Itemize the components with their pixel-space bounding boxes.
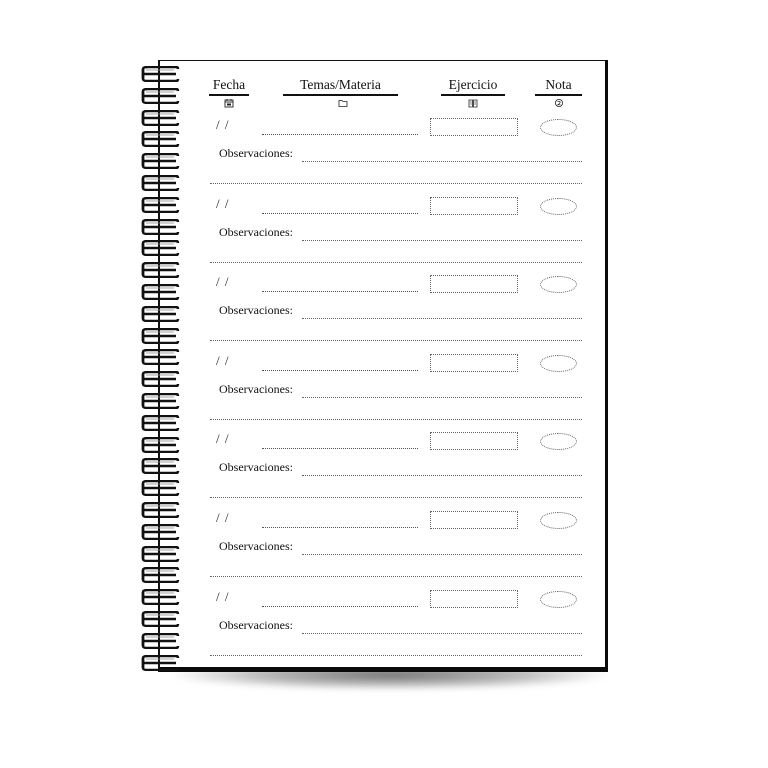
calendar-icon [224, 98, 234, 108]
observaciones-label: Observaciones: [219, 225, 293, 239]
observaciones-field[interactable] [302, 475, 582, 476]
header-temas [283, 77, 398, 93]
observaciones-field[interactable] [302, 633, 582, 634]
date-field[interactable]: / / [216, 589, 230, 604]
entry-separator [210, 183, 582, 184]
observaciones-field[interactable] [302, 318, 582, 319]
ejercicio-box[interactable] [430, 590, 518, 608]
entry-row [0, 117, 768, 195]
date-field[interactable]: / / [216, 431, 230, 446]
ejercicio-box[interactable] [430, 118, 518, 136]
date-field[interactable]: / / [216, 274, 230, 289]
spiral-ring-icon [140, 66, 180, 82]
header-ejercicio-label: Ejercicio [448, 77, 498, 92]
tema-field[interactable] [262, 606, 418, 607]
nota-oval[interactable] [540, 512, 577, 529]
date-field[interactable]: / / [216, 353, 230, 368]
observaciones-field[interactable] [302, 240, 582, 241]
nota-oval[interactable] [540, 433, 577, 450]
ejercicio-box[interactable] [430, 432, 518, 450]
book-icon [468, 98, 478, 108]
observaciones-label: Observaciones: [219, 146, 293, 160]
entry-row [0, 589, 768, 667]
tema-field[interactable] [262, 370, 418, 371]
tema-field[interactable] [262, 527, 418, 528]
folder-icon [338, 98, 348, 108]
observaciones-field[interactable] [302, 397, 582, 398]
entry-row [0, 431, 768, 509]
ejercicio-box[interactable] [430, 511, 518, 529]
observaciones-label: Observaciones: [219, 539, 293, 553]
tema-field[interactable] [262, 291, 418, 292]
observaciones-label: Observaciones: [219, 618, 293, 632]
nota-oval[interactable] [540, 591, 577, 608]
entry-row [0, 510, 768, 588]
entry-separator [210, 262, 582, 263]
entry-separator [210, 497, 582, 498]
observaciones-field[interactable] [302, 161, 582, 162]
tema-field[interactable] [262, 134, 418, 135]
entry-row [0, 196, 768, 274]
ejercicio-box[interactable] [430, 197, 518, 215]
observaciones-label: Observaciones: [219, 460, 293, 474]
nota-oval[interactable] [540, 198, 577, 215]
header-nota [535, 77, 582, 93]
header-nota-label: Nota [545, 77, 572, 92]
header-fecha-label: Fecha [212, 77, 246, 92]
entry-separator [210, 655, 582, 656]
date-field[interactable]: / / [216, 510, 230, 525]
nota-oval[interactable] [540, 119, 577, 136]
observaciones-label: Observaciones: [219, 382, 293, 396]
header-temas-label: Temas/Materia [300, 77, 381, 92]
date-field[interactable]: / / [216, 117, 230, 132]
observaciones-label: Observaciones: [219, 303, 293, 317]
nota-oval[interactable] [540, 276, 577, 293]
entry-separator [210, 340, 582, 341]
nota-oval[interactable] [540, 355, 577, 372]
header-fecha [209, 77, 249, 93]
grade-icon [554, 98, 564, 108]
header-ejercicio [441, 77, 505, 93]
tema-field[interactable] [262, 213, 418, 214]
entry-row [0, 353, 768, 431]
entry-separator [210, 576, 582, 577]
observaciones-field[interactable] [302, 554, 582, 555]
tema-field[interactable] [262, 448, 418, 449]
entry-row [0, 274, 768, 352]
entry-separator [210, 419, 582, 420]
ejercicio-box[interactable] [430, 354, 518, 372]
ejercicio-box[interactable] [430, 275, 518, 293]
date-field[interactable]: / / [216, 196, 230, 211]
spiral-ring-icon [140, 88, 180, 104]
